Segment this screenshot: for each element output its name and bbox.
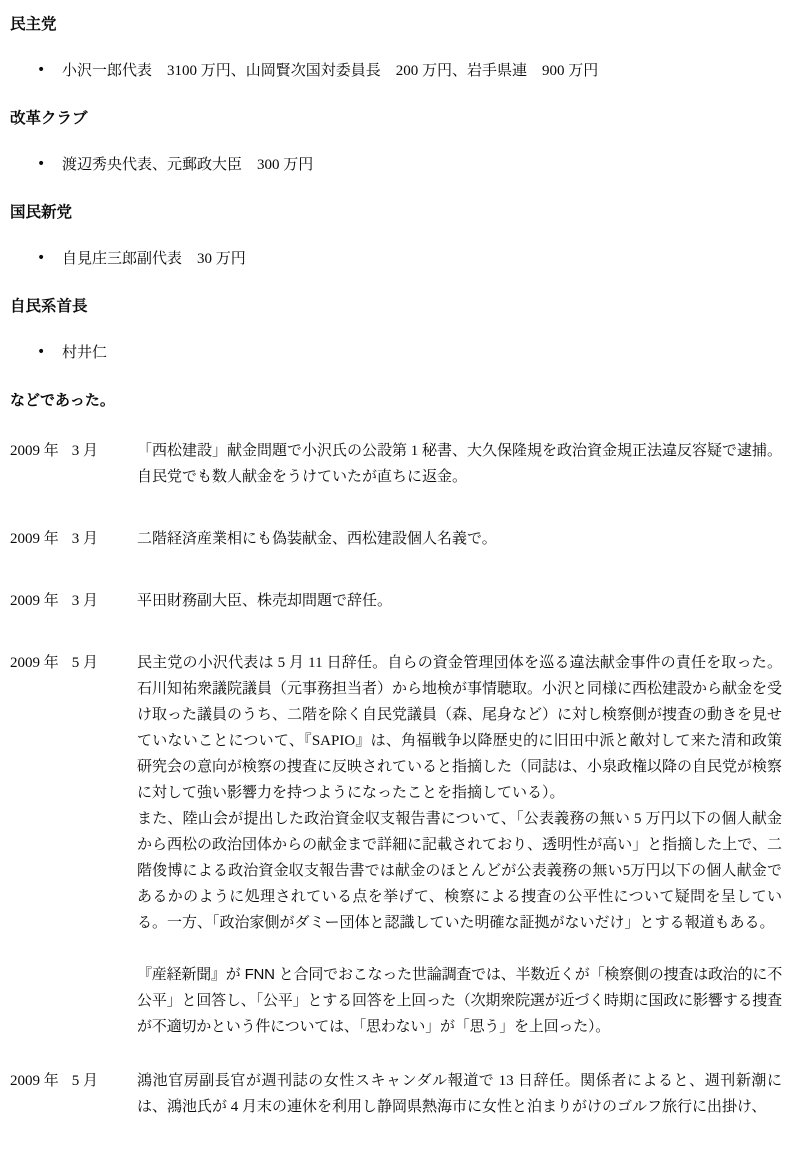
- timeline-entry: [10, 1068, 782, 1120]
- list-item: [10, 344, 782, 363]
- entry-date: [10, 650, 137, 676]
- list-item: [10, 250, 782, 269]
- survey-note: 『産経新聞』が FNN と合同でおこなった世論調査では、半数近くが「検察側の捜査は政治的に不公平」と回答し、「公平」とする回答を上回った（次期衆院選が近づく時期に国政に影響する捜査が不適切かという件については、「思わない」が「思う」を上回った）。: [137, 966, 782, 1035]
- party-section-jimin-kei-shucho: [10, 297, 782, 363]
- entry-month: 5 月: [71, 655, 99, 671]
- entry-text: 鴻池官房副長官が週刊誌の女性スキャンダル報道で 13 日辞任。関係者によると、週刊新潮には、鴻池氏が 4 月末の連休を利用し静岡県熱海市に女性と泊まりがけのゴルフ旅行に出掛け、: [137, 1073, 782, 1115]
- list-item: [10, 62, 782, 81]
- entry-date: [10, 588, 137, 614]
- entry-year: 2009 年: [10, 443, 59, 459]
- timeline-entry: [10, 438, 782, 490]
- party-heading: 国民新党: [10, 204, 73, 221]
- entry-year: 2009 年: [10, 655, 59, 671]
- entry-body: [137, 588, 782, 614]
- party-section-minshuto: [10, 15, 782, 81]
- list-item: [10, 156, 782, 175]
- entry-body: [137, 650, 782, 1040]
- bullet-icon: •: [37, 344, 46, 360]
- list-item-text: 小沢一郎代表 3100 万円、山岡賢次国対委員長 200 万円、岩手県連 900 万円: [62, 63, 599, 79]
- entry-body: [137, 526, 782, 552]
- entry-year: 2009 年: [10, 593, 59, 609]
- party-heading: 民主党: [10, 16, 57, 33]
- party-heading: 改革クラブ: [10, 110, 88, 127]
- entry-year: 2009 年: [10, 1073, 59, 1089]
- entry-body: [137, 438, 782, 490]
- entry-text: 二階経済産業相にも偽装献金、西松建設個人名義で。: [137, 531, 497, 547]
- bullet-icon: •: [37, 62, 46, 78]
- party-section-kaikaku-club: [10, 109, 782, 175]
- timeline-entry: [10, 526, 782, 552]
- list-item-text: 自見庄三郎副代表 30 万円: [62, 251, 246, 267]
- list-item-text: 渡辺秀央代表、元郵政大臣 300 万円: [62, 157, 314, 173]
- entry-text: 民主党の小沢代表は 5 月 11 日辞任。自らの資金管理団体を巡る違法献金事件の責任を取った。石川知祐衆議院議員（元事務担当者）から地検が事情聴取。小沢と同様に西松建設から献金を受け取った議員のうち、二階を除く自民党議員（森、尾身など）に対し検察側が捜査の動きを見せていないことについて、『SAPIO』は、角福戦争以降歴史的に旧田中派と敵対して来た清和政策研究会の意向が検察の捜査に反映されていると指摘した（同誌は、小泉政権以降の自民党が検察に対して強い影響力を持つようになったことを指摘している）。: [137, 655, 783, 801]
- entry-month: 5 月: [71, 1073, 99, 1089]
- entry-text: 平田財務副大臣、株売却問題で辞任。: [137, 593, 393, 609]
- timeline-entry: [10, 650, 782, 1040]
- timeline: [10, 438, 782, 1120]
- entry-text-continued: また、陸山会が提出した政治資金収支報告書について、「公表義務の無い 5 万円以下の個人献金から西松の政治団体からの献金まで詳細に記載されており、透明性が高い」と指摘した上で、二階俊博による政治資金収支報告書では献金のほとんどが公表義務の無い5万円以下の個人献金であるかのように処理されている点を挙げて、検察による捜査の公平性について疑問を呈している。一方、「政治家側がダミー団体と認識していた明確な証拠がないだけ」とする報道もある。: [137, 811, 782, 931]
- entry-date: [10, 438, 137, 464]
- party-heading: 自民系首長: [10, 298, 88, 315]
- entry-year: 2009 年: [10, 531, 59, 547]
- entry-month: 3 月: [71, 593, 99, 609]
- entry-month: 3 月: [71, 531, 99, 547]
- closing-note: などであった。: [10, 392, 115, 409]
- entry-month: 3 月: [71, 443, 99, 459]
- party-section-kokumin-shinto: [10, 203, 782, 269]
- entry-body: [137, 1068, 782, 1120]
- list-item-text: 村井仁: [62, 345, 108, 361]
- entry-date: [10, 526, 137, 552]
- timeline-entry: [10, 588, 782, 614]
- entry-date: [10, 1068, 137, 1094]
- entry-text: 「西松建設」献金問題で小沢氏の公設第 1 秘書、大久保隆規を政治資金規正法違反容疑で逮捕。自民党でも数人献金をうけていたが直ちに返金。: [137, 443, 783, 485]
- bullet-icon: •: [37, 250, 46, 266]
- bullet-icon: •: [37, 156, 46, 172]
